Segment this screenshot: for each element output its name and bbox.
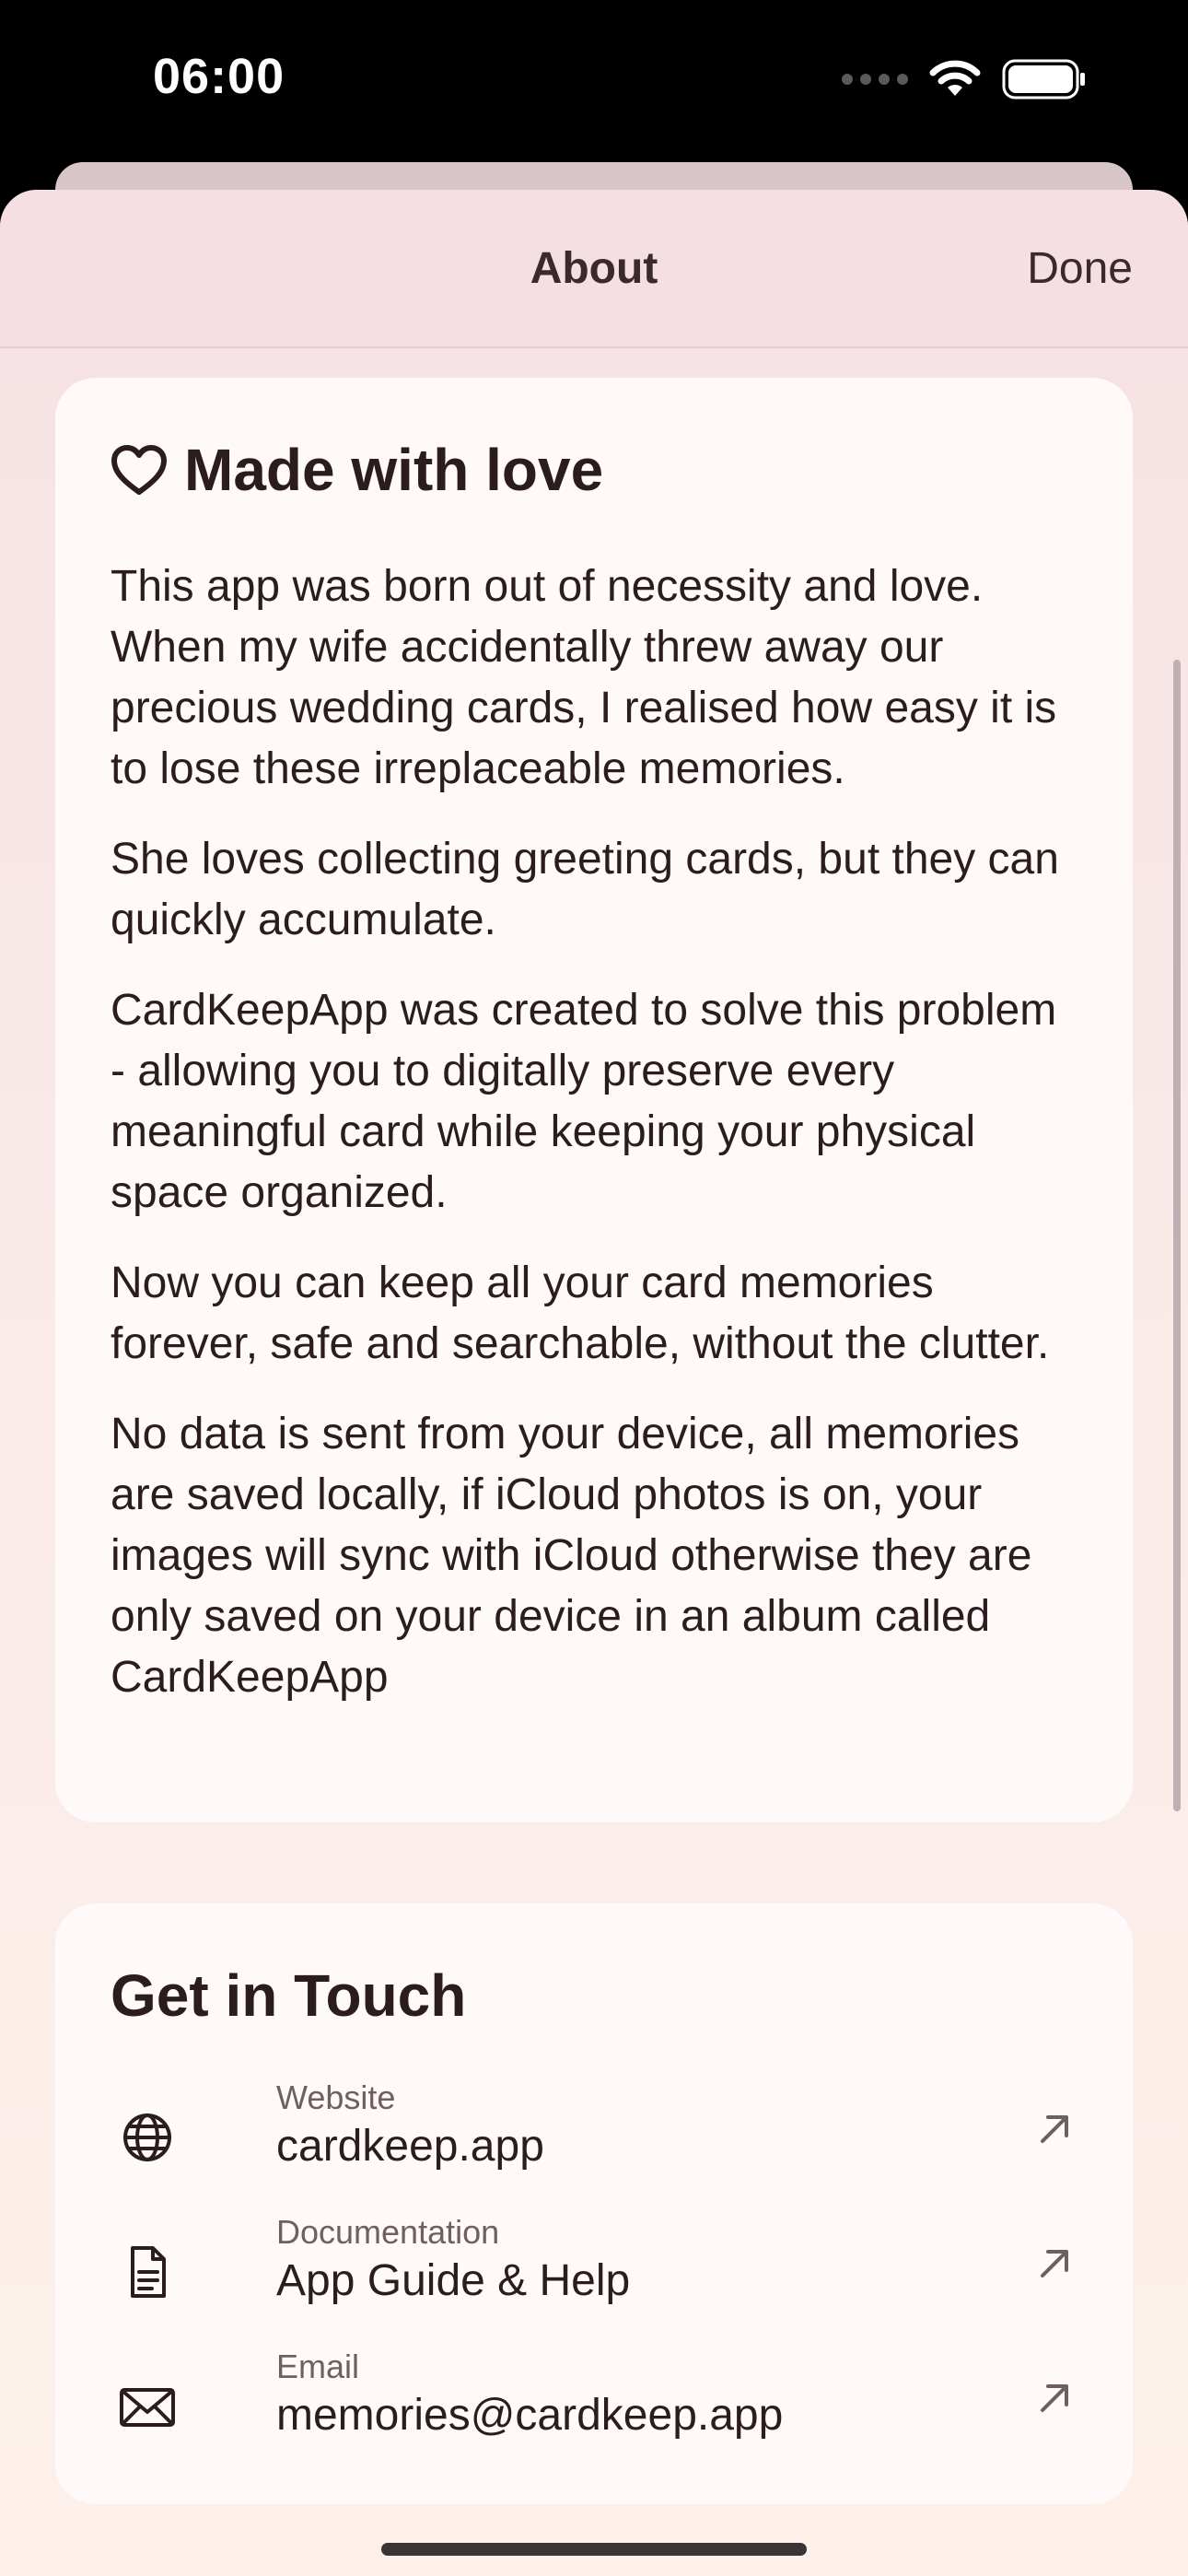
external-link-arrow-icon [1031, 2106, 1077, 2152]
link-label: Documentation [276, 2213, 500, 2251]
scroll-indicator[interactable] [1173, 660, 1181, 1811]
story-paragraph: She loves collecting greeting cards, but they can quickly accumulate. [111, 835, 1059, 944]
link-value: memories@cardkeep.app [276, 2391, 784, 2440]
love-heading-text: Made with love [184, 437, 604, 503]
link-value: cardkeep.app [276, 2122, 544, 2171]
email-link[interactable] [111, 2348, 1077, 2476]
privacy-paragraph: No data is sent from your device, all memories are saved locally, if iCloud photos is on, your images will sync with iCloud otherwise they are only saved on your device in an album called CardKeepApp [111, 1410, 1032, 1702]
external-link-arrow-icon [1031, 2241, 1077, 2287]
cellular-signal-icon [842, 74, 908, 85]
status-icons [842, 57, 1087, 101]
story-paragraph: This app was born out of necessity and love. When my wife accidentally threw away our precious wedding cards, I realised how easy it is to lose these irreplaceable memories. [111, 562, 1057, 793]
website-link[interactable] [111, 2078, 1077, 2207]
get-in-touch-title: Get in Touch [111, 1962, 467, 2029]
link-label: Email [276, 2348, 360, 2385]
done-button[interactable]: Done [1027, 244, 1133, 293]
love-heading [111, 433, 1077, 507]
about-sheet [0, 190, 1188, 2576]
documentation-link[interactable] [111, 2213, 1077, 2342]
link-value: App Guide & Help [276, 2256, 631, 2305]
envelope-icon [120, 2379, 175, 2434]
wifi-icon [928, 59, 982, 100]
story-paragraph: Now you can keep all your card memories forever, safe and searchable, without the clutter. [111, 1259, 1050, 1368]
story-paragraph: CardKeepApp was created to solve this problem - allowing you to digitally preserve every meaningful card while keeping your physical space organized. [111, 986, 1057, 1217]
get-in-touch-card [55, 1903, 1133, 2504]
link-label: Website [276, 2078, 396, 2116]
status-time: 06:00 [153, 49, 285, 104]
home-indicator[interactable] [381, 2543, 807, 2556]
status-bar [0, 0, 1188, 166]
heart-icon [111, 444, 168, 496]
page-title: About [530, 244, 658, 293]
battery-icon [1002, 59, 1087, 100]
navigation-bar [0, 190, 1188, 348]
document-icon [120, 2244, 175, 2300]
globe-icon [120, 2110, 175, 2165]
made-with-love-card [55, 378, 1133, 1822]
external-link-arrow-icon [1031, 2375, 1077, 2421]
